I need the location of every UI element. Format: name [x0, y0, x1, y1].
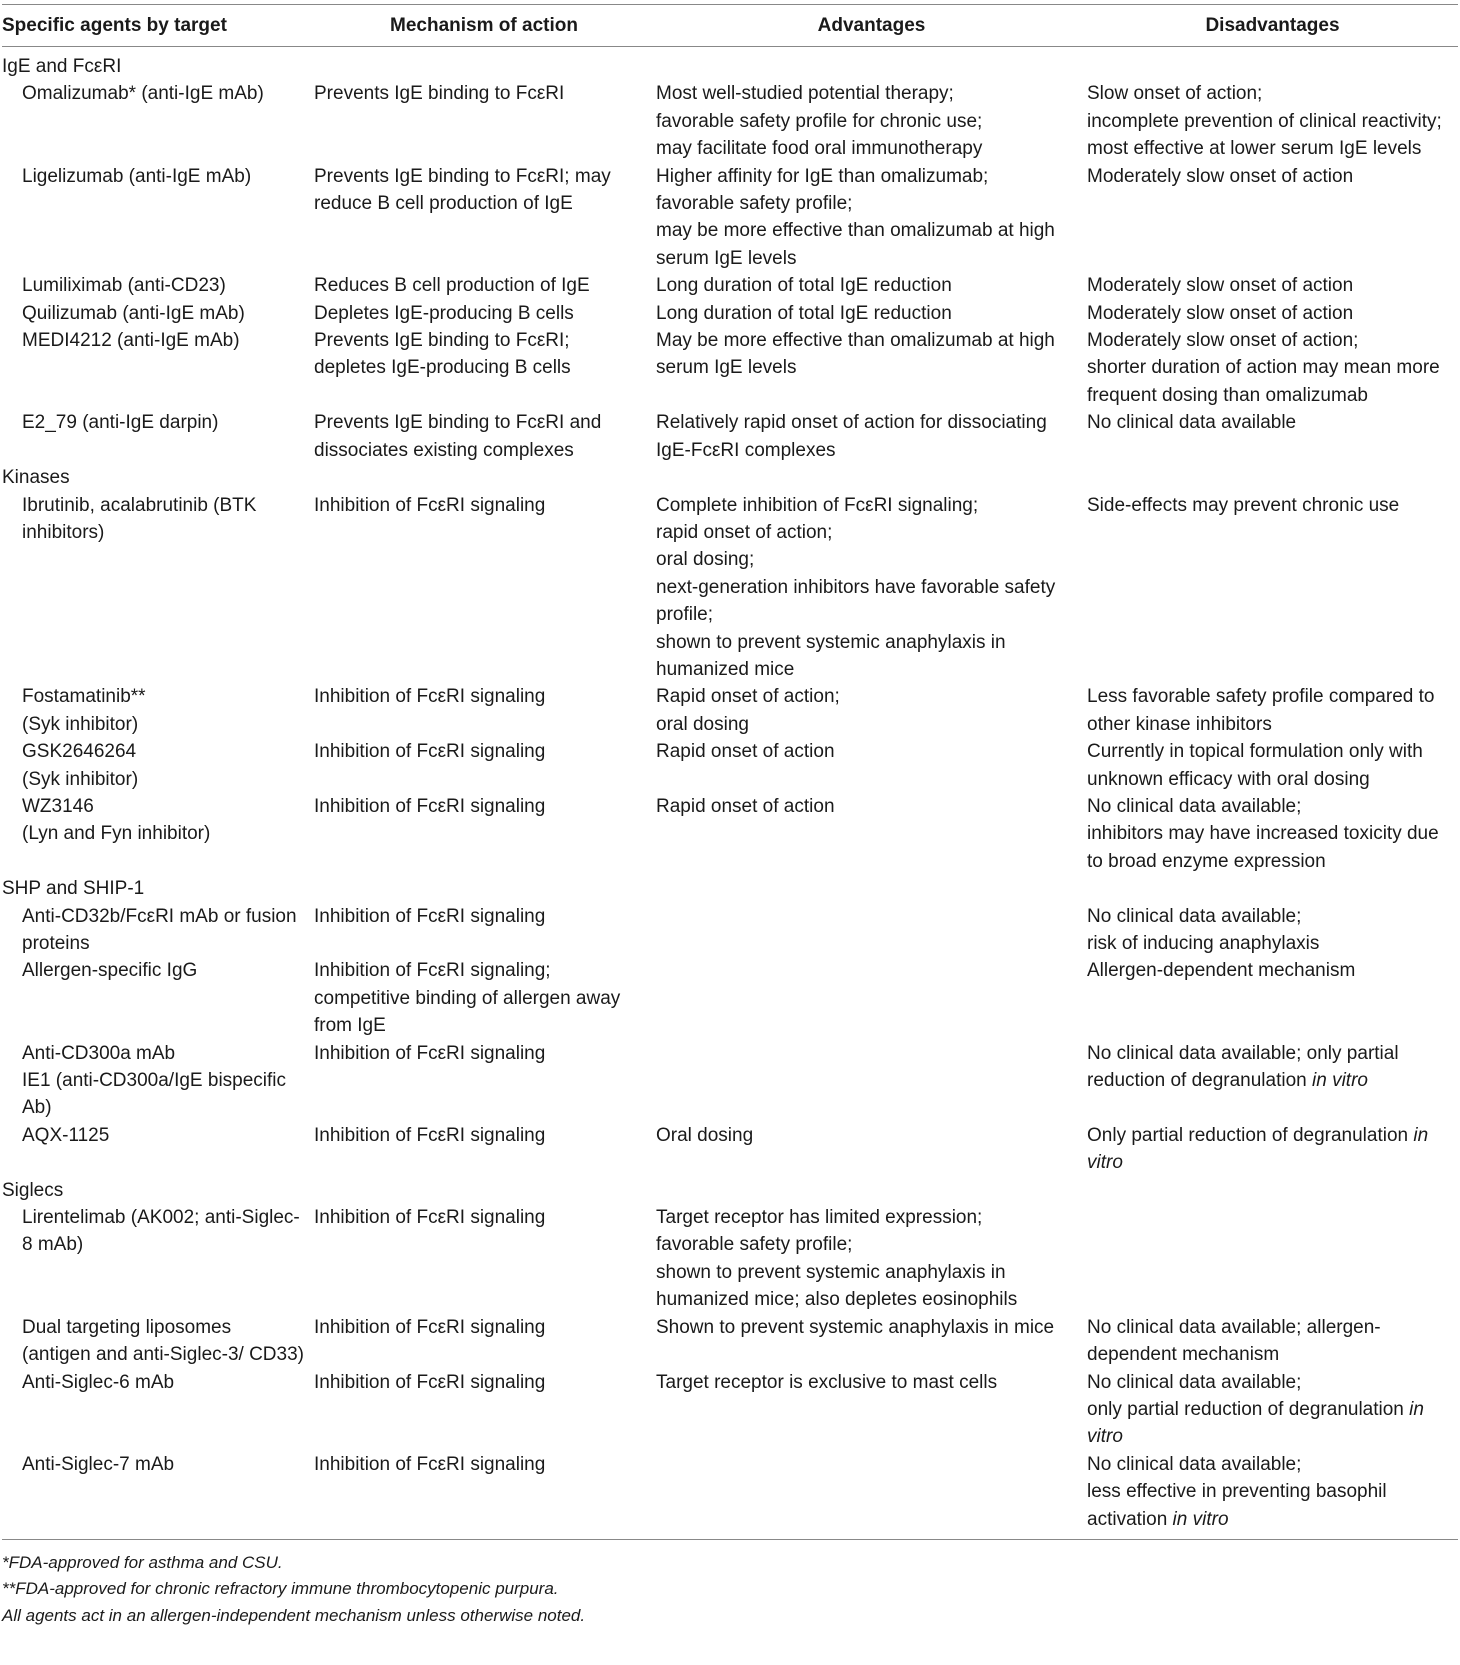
- cell-advantages: [656, 1204, 1087, 1314]
- cell-line: No clinical data available;: [1087, 795, 1302, 817]
- footnote: All agents act in an allergen-independent mechanism unless otherwise noted.: [2, 1605, 586, 1625]
- cell-line: Inhibition of FcεRI signaling: [314, 1453, 546, 1475]
- cell-line: Anti-CD32b/FcεRI mAb or fusion proteins: [22, 905, 297, 954]
- cell-agent: [2, 492, 312, 547]
- cell-line: Long duration of total IgE reduction: [656, 302, 952, 324]
- cell-line: Higher affinity for IgE than omalizumab;: [656, 165, 989, 187]
- cell-mechanism: [312, 163, 656, 218]
- cell-line: Omalizumab* (anti-IgE mAb): [22, 83, 264, 105]
- cell-mechanism: [312, 1451, 656, 1478]
- cell-agent: [2, 163, 312, 190]
- cell-line: Prevents IgE binding to FcεRI; may reduce B cell production of IgE: [314, 165, 611, 215]
- cell-line: favorable safety profile;: [656, 1234, 853, 1256]
- cell-line: Shown to prevent systemic anaphylaxis in mice: [656, 1316, 1055, 1338]
- cell-line: only partial reduction of degranulation in vitro: [1087, 1398, 1424, 1448]
- cell-disadvantages: [1087, 1369, 1458, 1451]
- cell-mechanism: [312, 957, 656, 1039]
- cell-line: competitive binding of allergen away from IgE: [314, 987, 621, 1037]
- cell-advantages: [656, 80, 1087, 162]
- cell-line: MEDI4212 (anti-IgE mAb): [22, 330, 240, 352]
- table-row: [2, 409, 1458, 464]
- cell-mechanism: [312, 1314, 656, 1341]
- cell-advantages: [656, 1369, 1087, 1396]
- cell-line: Lumiliximab (anti-CD23): [22, 275, 226, 297]
- cell-line: IE1 (anti-CD300a/IgE bispecific Ab): [22, 1070, 287, 1119]
- cell-line: Moderately slow onset of action: [1087, 302, 1354, 324]
- cell-disadvantages: [1087, 683, 1458, 738]
- cell-line: Inhibition of FcεRI signaling: [314, 686, 546, 708]
- cell-line: inhibitors may have increased toxicity due to broad enzyme expression: [1087, 823, 1439, 872]
- cell-agent: [2, 903, 312, 958]
- table-header: [2, 5, 1458, 47]
- cell-advantages: [656, 163, 1087, 273]
- cell-line: may facilitate food oral immunotherapy: [656, 138, 983, 160]
- cell-disadvantages: [1087, 492, 1458, 519]
- cell-disadvantages: [1087, 272, 1458, 299]
- cell-line: Inhibition of FcεRI signaling: [314, 1316, 546, 1338]
- table-row: [2, 1204, 1458, 1314]
- table-row: [2, 492, 1458, 684]
- footnote: *FDA-approved for asthma and CSU.: [2, 1552, 283, 1572]
- cell-line: shorter duration of action may mean more frequent dosing than omalizumab: [1087, 357, 1440, 406]
- cell-line: Long duration of total IgE reduction: [656, 275, 952, 297]
- table-body: [2, 47, 1458, 1533]
- cell-mechanism: [312, 1040, 656, 1067]
- cell-line: Allergen-dependent mechanism: [1087, 960, 1356, 982]
- cell-line: Inhibition of FcεRI signaling: [314, 741, 546, 763]
- cell-agent: [2, 793, 312, 848]
- cell-advantages: [656, 409, 1087, 464]
- cell-agent: [2, 1040, 312, 1122]
- cell-agent: [2, 957, 312, 984]
- cell-line: Target receptor is exclusive to mast cells: [656, 1371, 998, 1393]
- cell-line: No clinical data available;: [1087, 1453, 1302, 1475]
- header-advantages: Advantages: [817, 14, 926, 36]
- cell-line: favorable safety profile;: [656, 193, 853, 215]
- cell-line: Relatively rapid onset of action for dissociating IgE-FcεRI complexes: [656, 412, 1047, 461]
- cell-line: (Syk inhibitor): [22, 768, 139, 790]
- cell-disadvantages: [1087, 409, 1458, 436]
- cell-line: Ibrutinib, acalabrutinib (BTK inhibitors): [22, 494, 257, 543]
- table-row: [2, 1314, 1458, 1369]
- cell-line: Anti-Siglec-6 mAb: [22, 1371, 175, 1393]
- cell-line: No clinical data available;: [1087, 905, 1302, 927]
- cell-line: rapid onset of action;: [656, 521, 833, 543]
- cell-line: Currently in topical formulation only with unknown efficacy with oral dosing: [1087, 741, 1423, 790]
- cell-agent: [2, 300, 312, 327]
- cell-line: Anti-Siglec-7 mAb: [22, 1453, 175, 1475]
- cell-line: Target receptor has limited expression;: [656, 1207, 983, 1229]
- cell-line: Lirentelimab (AK002; anti-Siglec-8 mAb): [22, 1207, 300, 1256]
- group-heading: Kinases: [2, 467, 70, 489]
- cell-mechanism: [312, 327, 656, 382]
- cell-line: Dual targeting liposomes (antigen and anti-Siglec-3/ CD33): [22, 1316, 304, 1366]
- cell-line: Inhibition of FcεRI signaling: [314, 494, 546, 516]
- cell-line: Ligelizumab (anti-IgE mAb): [22, 165, 252, 187]
- cell-line: No clinical data available; allergen-dependent mechanism: [1087, 1316, 1381, 1366]
- cell-line: Reduces B cell production of IgE: [314, 275, 590, 297]
- cell-disadvantages: [1087, 327, 1458, 409]
- table-row: [2, 683, 1458, 738]
- cell-advantages: [656, 738, 1087, 765]
- cell-line: Oral dosing: [656, 1124, 754, 1146]
- cell-line: Inhibition of FcεRI signaling: [314, 905, 546, 927]
- cell-disadvantages: [1087, 80, 1458, 162]
- cell-line: E2_79 (anti-IgE darpin): [22, 412, 219, 434]
- cell-line: Prevents IgE binding to FcεRI and dissociates existing complexes: [314, 412, 602, 461]
- cell-line: Less favorable safety profile compared to other kinase inhibitors: [1087, 686, 1435, 735]
- cell-line: Prevents IgE binding to FcεRI: [314, 83, 565, 105]
- cell-mechanism: [312, 683, 656, 710]
- cell-line: Allergen-specific IgG: [22, 960, 198, 982]
- cell-agent: [2, 272, 312, 299]
- cell-agent: [2, 80, 312, 107]
- cell-line: Depletes IgE-producing B cells: [314, 302, 574, 324]
- cell-line: less effective in preventing basophil activation in vitro: [1087, 1481, 1387, 1530]
- cell-disadvantages: [1087, 738, 1458, 793]
- cell-line: No clinical data available;: [1087, 1371, 1302, 1393]
- cell-mechanism: [312, 738, 656, 765]
- table-row: [2, 80, 1458, 162]
- cell-line: Rapid onset of action;: [656, 686, 840, 708]
- cell-advantages: [656, 683, 1087, 738]
- cell-line: shown to prevent systemic anaphylaxis in humanized mice: [656, 631, 1006, 680]
- cell-line: Inhibition of FcεRI signaling;: [314, 960, 551, 982]
- cell-advantages: [656, 793, 1087, 820]
- cell-disadvantages: [1087, 957, 1458, 984]
- cell-agent: [2, 1204, 312, 1259]
- cell-mechanism: [312, 272, 656, 299]
- cell-advantages: [656, 1122, 1087, 1149]
- cell-line: Fostamatinib**: [22, 686, 146, 708]
- cell-line: depletes IgE-producing B cells: [314, 357, 571, 379]
- table-row: [2, 1122, 1458, 1177]
- cell-line: Most well-studied potential therapy;: [656, 83, 954, 105]
- cell-line: May be more effective than omalizumab at high serum IgE levels: [656, 330, 1055, 379]
- cell-line: favorable safety profile for chronic use;: [656, 110, 983, 132]
- cell-agent: [2, 683, 312, 738]
- cell-line: (Lyn and Fyn inhibitor): [22, 823, 211, 845]
- table-row: [2, 272, 1458, 299]
- cell-line: Side-effects may prevent chronic use: [1087, 494, 1400, 516]
- cell-mechanism: [312, 903, 656, 930]
- cell-advantages: [656, 300, 1087, 327]
- cell-line: most effective at lower serum IgE levels: [1087, 138, 1422, 160]
- table-row: [2, 300, 1458, 327]
- cell-mechanism: [312, 492, 656, 519]
- cell-disadvantages: [1087, 163, 1458, 190]
- cell-line: AQX-1125: [22, 1124, 110, 1146]
- cell-line: Prevents IgE binding to FcεRI;: [314, 330, 570, 352]
- cell-agent: [2, 1122, 312, 1149]
- cell-agent: [2, 738, 312, 793]
- cell-mechanism: [312, 80, 656, 107]
- cell-line: Rapid onset of action: [656, 795, 835, 817]
- cell-agent: [2, 327, 312, 354]
- header-disadvantages: Disadvantages: [1205, 14, 1340, 36]
- cell-line: WZ3146: [22, 795, 94, 817]
- cell-disadvantages: [1087, 1040, 1458, 1095]
- cell-agent: [2, 1314, 312, 1369]
- table-row: [2, 163, 1458, 273]
- cell-line: Slow onset of action;: [1087, 83, 1263, 105]
- table-row: [2, 738, 1458, 793]
- cell-line: Moderately slow onset of action: [1087, 165, 1354, 187]
- cell-line: Only partial reduction of degranulation in vitro: [1087, 1124, 1429, 1174]
- cell-disadvantages: [1087, 793, 1458, 875]
- cell-mechanism: [312, 1122, 656, 1149]
- cell-line: Quilizumab (anti-IgE mAb): [22, 302, 245, 324]
- cell-line: Anti-CD300a mAb: [22, 1042, 176, 1064]
- cell-agent: [2, 1451, 312, 1478]
- footnotes: [2, 1540, 1458, 1630]
- cell-mechanism: [312, 793, 656, 820]
- cell-line: Moderately slow onset of action;: [1087, 330, 1359, 352]
- cell-line: oral dosing: [656, 713, 749, 735]
- cell-line: shown to prevent systemic anaphylaxis in humanized mice; also depletes eosinophils: [656, 1261, 1018, 1311]
- footnote: **FDA-approved for chronic refractory immune thrombocytopenic purpura.: [2, 1579, 559, 1599]
- cell-line: Inhibition of FcεRI signaling: [314, 1207, 546, 1229]
- cell-line: may be more effective than omalizumab at high serum IgE levels: [656, 220, 1055, 269]
- header-mechanism: Mechanism of action: [390, 14, 578, 36]
- cell-advantages: [656, 272, 1087, 299]
- cell-disadvantages: [1087, 903, 1458, 958]
- table-row: [2, 793, 1458, 875]
- table-row: [2, 1369, 1458, 1451]
- group-heading: Siglecs: [2, 1179, 64, 1201]
- cell-advantages: [656, 327, 1087, 382]
- cell-line: next-generation inhibitors have favorable safety profile;: [656, 576, 1056, 626]
- header-agent: Specific agents by target: [2, 14, 227, 36]
- cell-disadvantages: [1087, 1451, 1458, 1533]
- cell-line: Inhibition of FcεRI signaling: [314, 1042, 546, 1064]
- table-row: [2, 1451, 1458, 1533]
- cell-mechanism: [312, 300, 656, 327]
- cell-line: (Syk inhibitor): [22, 713, 139, 735]
- cell-disadvantages: [1087, 300, 1458, 327]
- cell-mechanism: [312, 409, 656, 464]
- cell-line: oral dosing;: [656, 549, 755, 571]
- agents-table: [2, 0, 1458, 1629]
- cell-line: Inhibition of FcεRI signaling: [314, 1371, 546, 1393]
- cell-advantages: [656, 492, 1087, 684]
- cell-agent: [2, 1369, 312, 1396]
- cell-line: No clinical data available; only partial reduction of degranulation in vitro: [1087, 1042, 1399, 1092]
- cell-mechanism: [312, 1369, 656, 1396]
- cell-line: Complete inhibition of FcεRI signaling;: [656, 494, 979, 516]
- group-heading: SHP and SHIP-1: [2, 878, 145, 900]
- group-heading: IgE and FcεRI: [2, 56, 122, 77]
- table-row: [2, 957, 1458, 1039]
- table-row: [2, 903, 1458, 958]
- cell-disadvantages: [1087, 1122, 1458, 1177]
- cell-advantages: [656, 1314, 1087, 1341]
- cell-line: No clinical data available: [1087, 412, 1297, 434]
- cell-line: incomplete prevention of clinical reactivity;: [1087, 110, 1442, 132]
- cell-line: Rapid onset of action: [656, 741, 835, 763]
- cell-line: GSK2646264: [22, 741, 137, 763]
- cell-mechanism: [312, 1204, 656, 1231]
- cell-disadvantages: [1087, 1314, 1458, 1369]
- cell-line: Inhibition of FcεRI signaling: [314, 1124, 546, 1146]
- cell-line: Moderately slow onset of action: [1087, 275, 1354, 297]
- table-row: [2, 327, 1458, 409]
- cell-agent: [2, 409, 312, 436]
- cell-line: Inhibition of FcεRI signaling: [314, 795, 546, 817]
- cell-line: risk of inducing anaphylaxis: [1087, 933, 1320, 954]
- table-row: [2, 1040, 1458, 1122]
